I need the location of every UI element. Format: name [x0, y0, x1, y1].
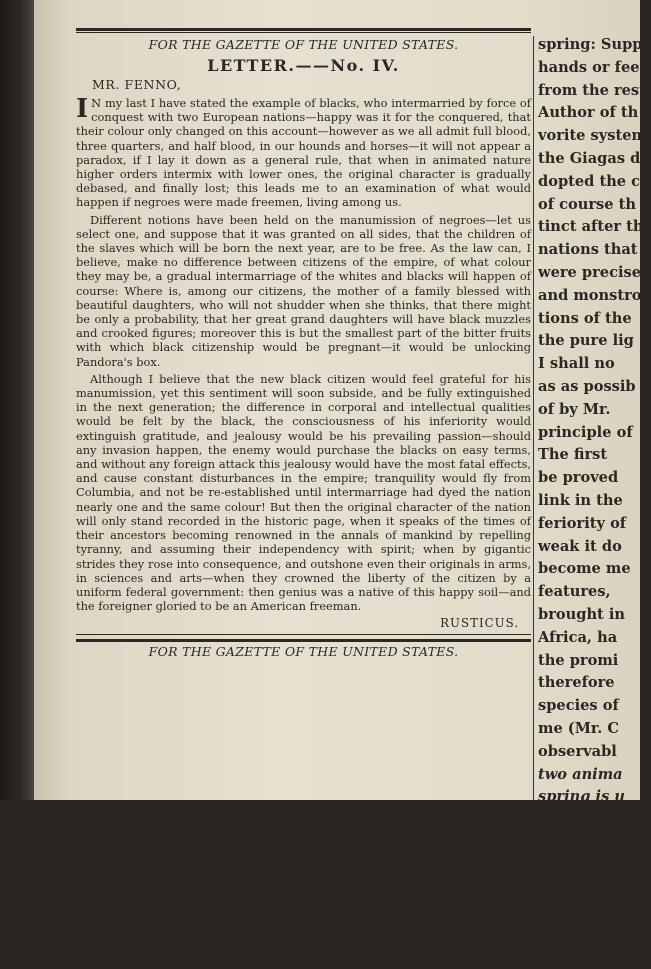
right-column-line: The mula — [538, 902, 615, 920]
right-column-line: become me — [538, 560, 631, 578]
paragraph-1 — [76, 96, 531, 210]
signature: RUSTICUS. — [440, 616, 519, 631]
right-column-line: tions of the — [538, 309, 632, 327]
letter-body — [76, 96, 531, 613]
right-column-line: weak it do — [538, 537, 622, 555]
top-rule — [76, 28, 531, 31]
right-column-line: the first fe — [538, 879, 624, 897]
right-column — [538, 34, 651, 965]
paragraph-1-text: N my last I have stated the example of blacks, who intermarried by force of conquest with two European nations—happy was it for the conquered, that their colour only changed on this account—however as we all admit full blood, three quarters, and half blood, in our hounds and horses—it will not appear a paradox, if I lay it down as a general rule, that when in animated nature higher orders intermix with lower ones, the original character is gradually debased, and finally lost; this leads me to an examination of what would happen if negroes were made freemen, living among us. — [76, 96, 531, 210]
column-divider — [533, 36, 534, 800]
right-column-line: ved distin — [538, 833, 618, 851]
header-top: FOR THE GAZETTE OF THE UNITED STATES. — [148, 37, 459, 52]
right-column-line: the promi — [538, 651, 619, 669]
right-column-line: the Giagas d — [538, 149, 641, 167]
right-column-line: therefore — [538, 674, 615, 692]
right-column-line: brought in — [538, 605, 626, 623]
right-column-line: tinct after th — [538, 218, 644, 236]
right-column-line: Africa, ha — [538, 628, 618, 646]
paragraph-2: Different notions have been held on the manumission of negroes—let us select one, and suppose that it was granted on all sides, that the children of the slaves which will be born the next year, are to be free. As the law can, I believe, make no difference between citizens of the empire, of what colour they may be, a gradual intermarriage of the whites and blacks will happen of course: Where is, among our citizens, the mother of a family blessed with beautiful daughters, who will not shudder when she thinks, that there might be only a probability, that her great grand daughters will have black muzzles and crooked figures; moreover this is but the smallest part of the bitter fruits with which black citizenship would be pregnant—it would be unlocking Pandora's box. — [76, 212, 531, 369]
right-column-line: were precise — [538, 263, 642, 281]
right-column-line: of course th — [538, 195, 636, 213]
right-column-line: I shall no — [538, 355, 615, 373]
right-column-line: them, ha — [538, 947, 611, 965]
right-column-line: admirable — [538, 811, 621, 829]
drop-cap: I — [76, 94, 89, 124]
right-column-line: features, — [538, 583, 611, 601]
right-column-line: me (Mr. C — [538, 719, 619, 737]
top-rule-thin — [76, 32, 531, 33]
letter-title: LETTER.——No. IV. — [207, 56, 400, 75]
right-column-line: The first — [538, 446, 608, 464]
right-column-line: cies as ha — [538, 925, 618, 943]
right-column-line: be proved — [538, 469, 619, 487]
right-column-line: nations that — [538, 241, 638, 259]
right-column-line: vorite system — [538, 127, 647, 145]
right-column-line: dopted the c — [538, 172, 641, 190]
right-column-line: from the rest — [538, 81, 646, 99]
right-column-line: spring is u — [538, 788, 625, 806]
main-column — [76, 28, 531, 800]
right-column-line: feriority of — [538, 514, 627, 532]
bottom-rule-thin — [76, 634, 531, 635]
right-column-line: principle of — [538, 423, 633, 441]
right-column-line: species of — [538, 697, 619, 715]
right-column-line: of by Mr. — [538, 400, 611, 418]
paragraph-3: Although I believe that the new black citizen would feel grateful for his manumission, yet this sentiment will soon subside, and be fully extinguished in the next generation; the difference in corporal and intellectual qualities would be felt by the black, the consciousness of his inferiority would extinguish gratitude, and jealousy would be his prevailing passion—should any invasion happen, the enemy would purchase the blacks on easy terms, and without any foreign attack this jealousy would have the most fatal effects, and cause constant disturbances in the empire; tranquility would fly from Columbia, and not be re-established until intermarriage had dyed the nation nearly one and the same colour! But then the original character of the nation will only stand recorded in the historic page, when it speaks of the times of their ancestors becoming renowned in the annals of mankind by repelling tyranny, and assuming their independency with spirit; when by gigantic strides they rose into consequence, and outshone even their originals in arms, in sciences and arts—when they crowned the liberty of the citizen by a uniform federal government: then genius was a native of this happy soil—and the foreigner gloried to be an American freeman. — [76, 371, 531, 614]
right-column-line: as as possib — [538, 377, 636, 395]
salutation: MR. FENNO, — [92, 77, 182, 92]
bottom-rule — [76, 639, 531, 642]
right-column-line: link in the — [538, 491, 623, 509]
right-column-line: spring: Supp — [538, 36, 643, 53]
right-column-line: hands or feet, — [538, 58, 651, 76]
right-column-line: and monstro — [538, 286, 642, 304]
right-column-line: the pure lig — [538, 332, 634, 350]
right-column-line: of the hu — [538, 856, 613, 874]
right-column-line: Author of th — [538, 104, 639, 122]
header-bottom: FOR THE GAZETTE OF THE UNITED STATES. — [148, 644, 459, 660]
right-column-line: two anima — [538, 765, 623, 783]
book-spine-edge — [0, 0, 34, 800]
right-column-line: observabl — [538, 742, 617, 760]
